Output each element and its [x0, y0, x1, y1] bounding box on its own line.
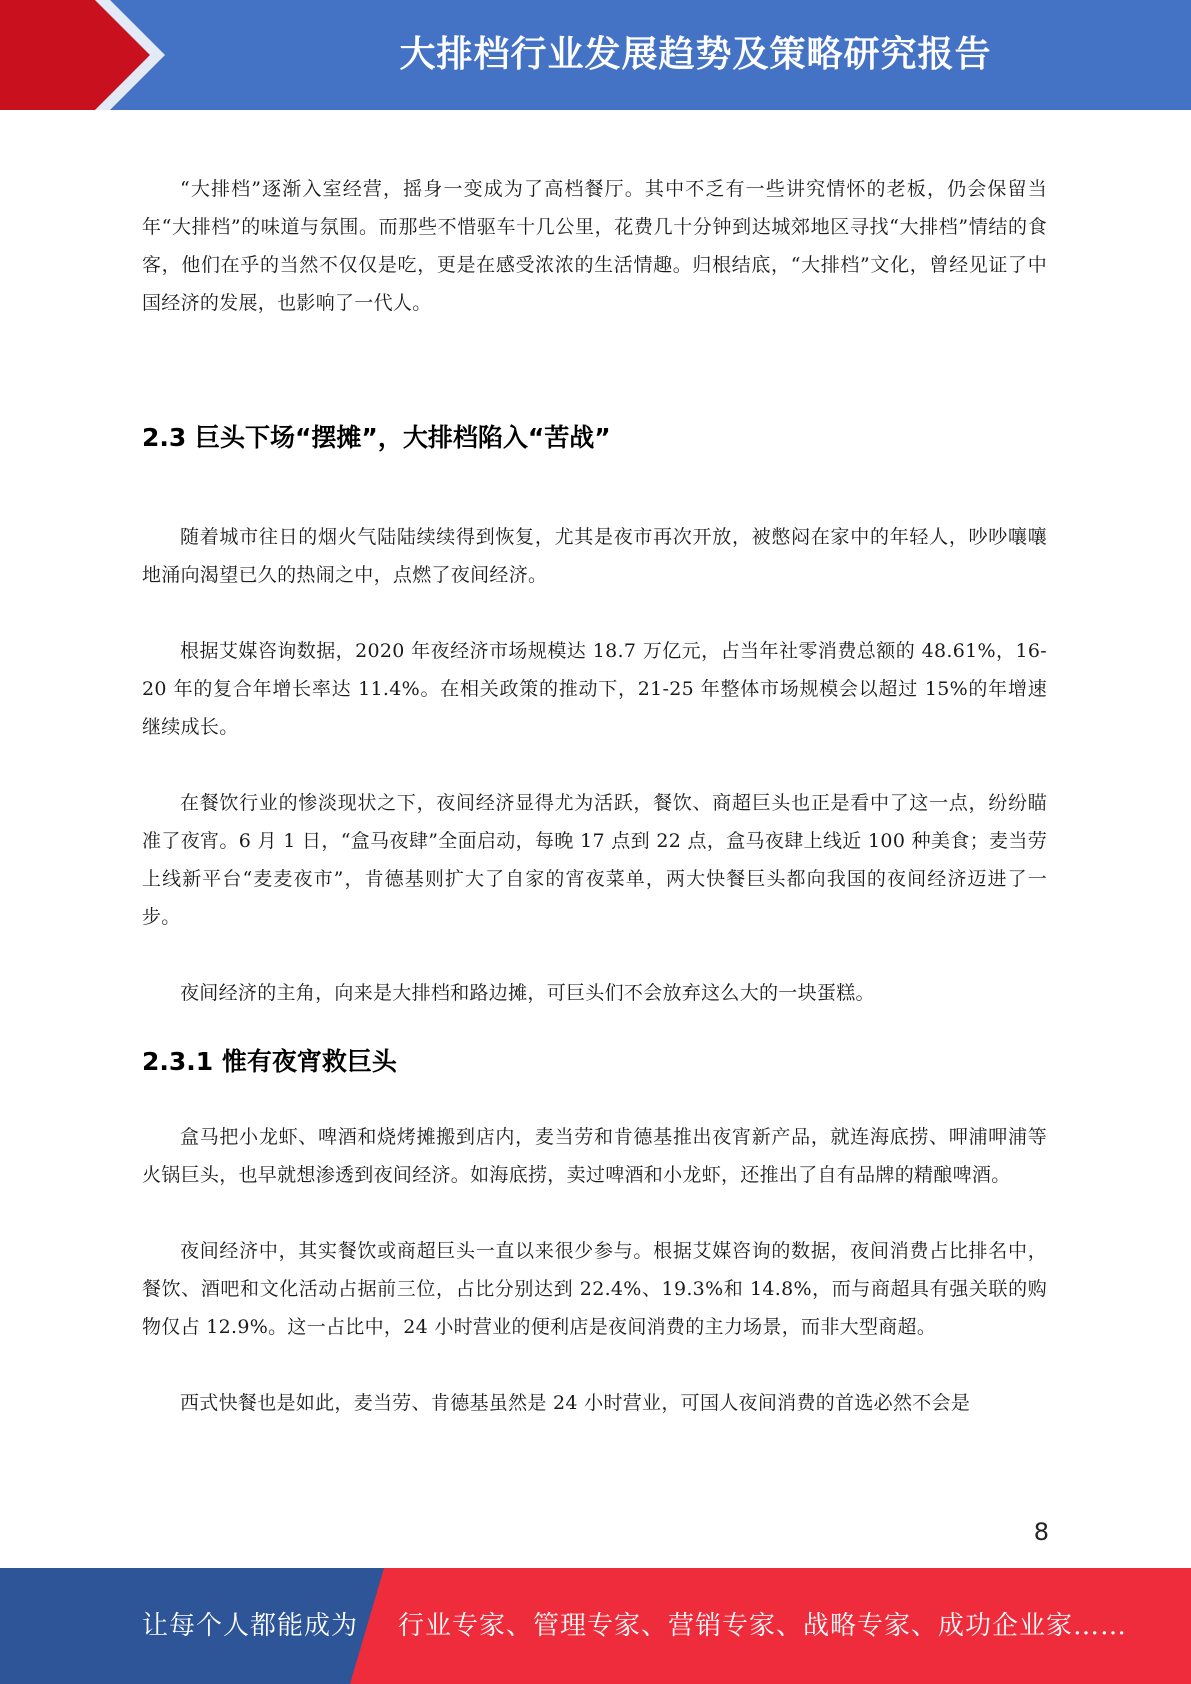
- report-title: 大排档行业发展趋势及策略研究报告: [399, 34, 992, 75]
- paragraph: “大排档”逐渐入室经营，摇身一变成为了高档餐厅。其中不乏有一些讲究情怀的老板，仍会保留当年“大排档”的味道与氛围。而那些不惜驱车十几公里，花费几十分钟到达城郊地区寻找“大排档”情结的食客，他们在乎的当然不仅仅是吃，更是在感受浓浓的生活情趣。归根结底，“大排档”文化，曾经见证了中国经济的发展，也影响了一代人。: [142, 178, 1047, 314]
- section-heading-2-3: 2.3 巨头下场“摆摊”，大排档陷入“苦战”: [142, 423, 611, 452]
- paragraph: 随着城市往日的烟火气陆陆续续得到恢复，尤其是夜市再次开放，被憋闷在家中的年轻人，吵吵嚷嚷地涌向渴望已久的热闹之中，点燃了夜间经济。: [142, 526, 1047, 586]
- paragraph: 夜间经济中，其实餐饮或商超巨头一直以来很少参与。根据艾媒咨询的数据，夜间消费占比排名中，餐饮、酒吧和文化活动占据前三位，占比分别达到 22.4%、19.3%和 14.8%，而与商超具有强关联的购物仅占 12.9%。这一占比中，24 小时营业的便利店是夜间消费的主力场景，而非大型商超。: [142, 1240, 1047, 1338]
- footer-slogan-left: 让每个人都能成为: [142, 1611, 359, 1641]
- footer-slogan-right: 行业专家、管理专家、营销专家、战略专家、成功企业家……: [398, 1611, 1128, 1641]
- paragraph: 在餐饮行业的惨淡现状之下，夜间经济显得尤为活跃，餐饮、商超巨头也正是看中了这一点，纷纷瞄准了夜宵。6 月 1 日，“盒马夜肆”全面启动，每晚 17 点到 22 点，盒马夜肆上线近 100 种美食；麦当劳上线新平台“麦麦夜市”，肯德基则扩大了自家的宵夜菜单，两大快餐巨头都向我国的夜间经济迈进了一步。: [142, 792, 1047, 928]
- paragraph: 夜间经济的主角，向来是大排档和路边摊，可巨头们不会放弃这么大的一块蛋糕。: [180, 982, 875, 1004]
- document-body: [142, 170, 1047, 1422]
- paragraph: 根据艾媒咨询数据，2020 年夜经济市场规模达 18.7 万亿元，占当年社零消费总额的 48.61%，16-20 年的复合年增长率达 11.4%。在相关政策的推动下，21-25 年整体市场规模会以超过 15%的年增速继续成长。: [142, 640, 1047, 738]
- section-heading-2-3-1: 2.3.1 惟有夜宵救巨头: [142, 1047, 397, 1076]
- paragraph: 西式快餐也是如此，麦当劳、肯德基虽然是 24 小时营业，可国人夜间消费的首选必然不会是: [180, 1392, 971, 1414]
- page-number: 8: [1033, 1518, 1049, 1546]
- paragraph: 盒马把小龙虾、啤酒和烧烤摊搬到店内，麦当劳和肯德基推出夜宵新产品，就连海底捞、呷浦呷浦等火锅巨头，也早就想渗透到夜间经济。如海底捞，卖过啤酒和小龙虾，还推出了自有品牌的精酿啤酒。: [142, 1126, 1047, 1186]
- page-footer: [0, 1568, 1191, 1684]
- page-header: [0, 0, 1191, 110]
